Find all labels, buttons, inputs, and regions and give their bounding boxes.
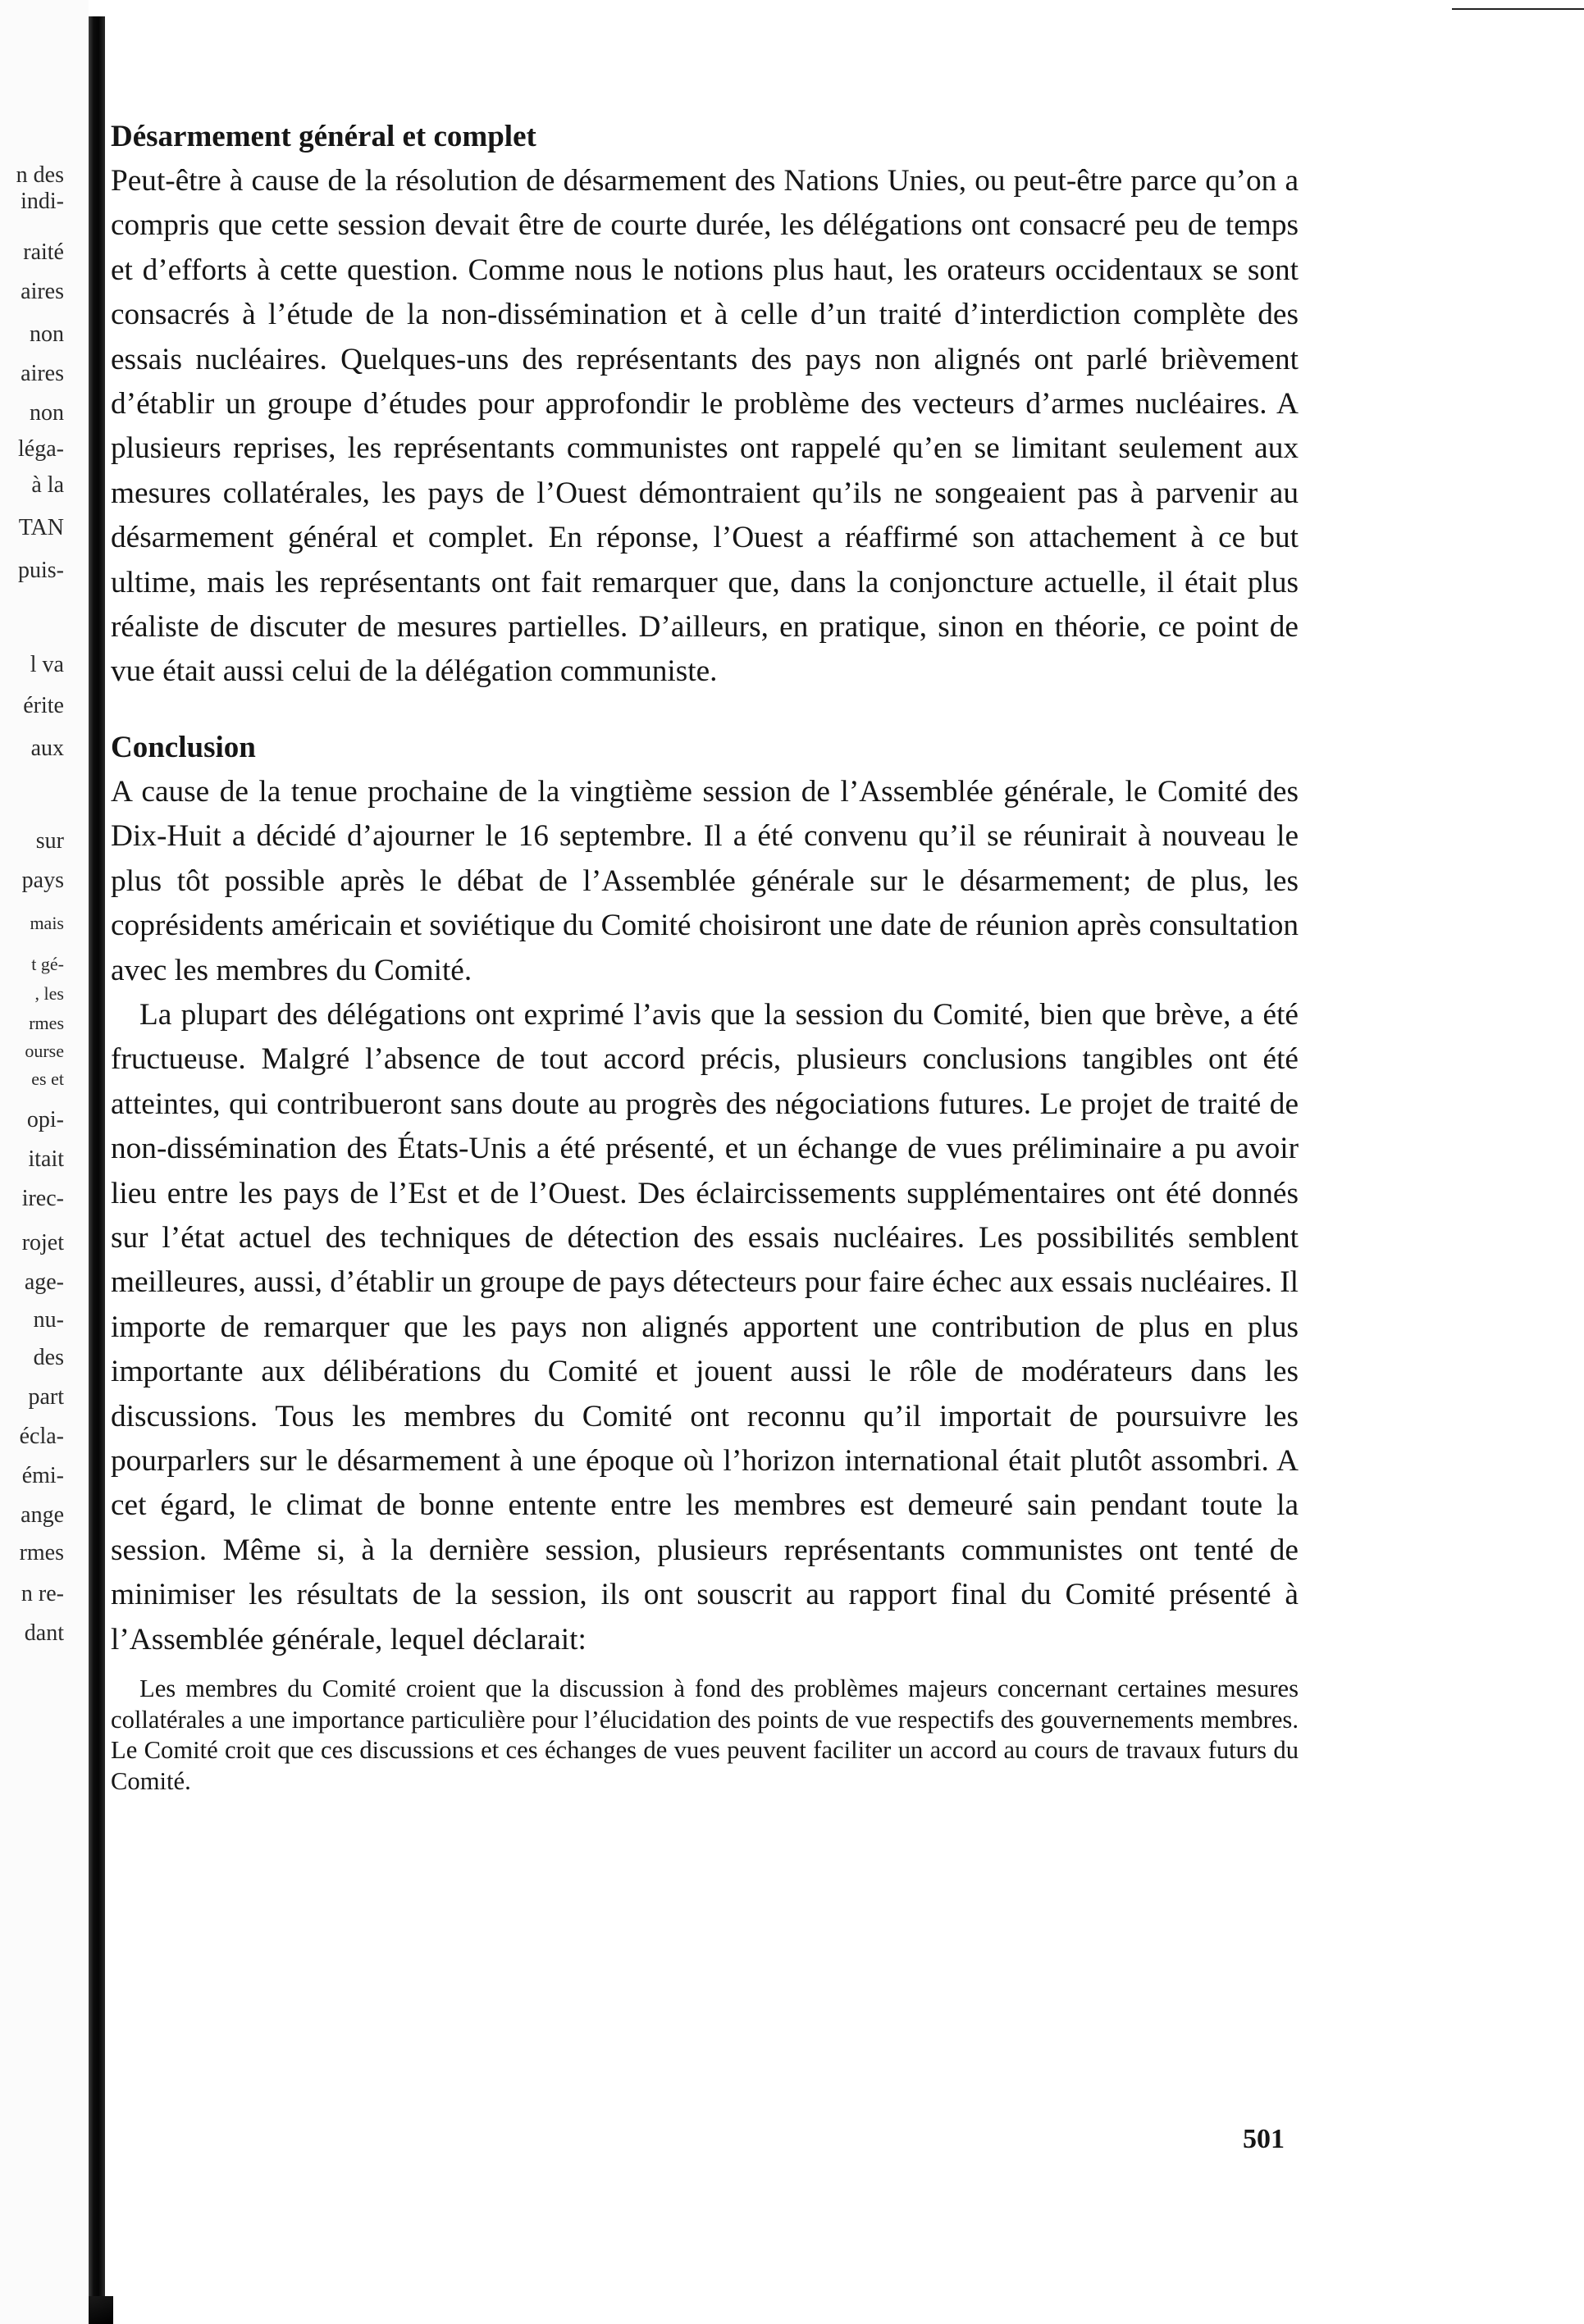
binding-gutter-foot	[89, 2296, 113, 2324]
page-edge-line	[1452, 8, 1584, 10]
margin-fragment: nu-	[33, 1307, 64, 1333]
margin-fragment: itait	[28, 1146, 64, 1172]
margin-fragment: aux	[30, 736, 64, 761]
margin-fragment: dant	[24, 1620, 64, 1646]
margin-fragment: rojet	[21, 1230, 64, 1255]
margin-fragment: à la	[31, 472, 64, 498]
margin-fragment: non	[30, 321, 64, 347]
margin-fragment: l va	[30, 652, 64, 677]
margin-fragment: puis-	[18, 558, 64, 583]
section-paragraph: La plupart des délégations ont exprimé l’avis que la session du Comité, bien que brève, a été fructueuse. Malgré l’absence de tout accord précis, plusieurs conclusions tangibles ont été atteintes, qui contribueront sans doute au progrès des négociations futures. Le projet de traité de non-dissémination des États-Unis a été présenté, et un échange de vues préliminaire a pu avoir lieu entre les pays de l’Est et de l’Ouest. Des éclaircissements supplémentaires ont été donnés sur l’état actuel des techniques de détection des essais nucléaires. Les possibilités semblent meilleures, aussi, d’établir un groupe de pays détecteurs pour faire échec aux essais nucléaires. Il importe de remarquer que les pays non alignés apportent une contribution de plus en plus importante aux délibérations du Comité et jouent aussi le rôle de modérateurs dans les discussions. Tous les membres du Comité ont reconnu qu’il importait de poursuivre les pourparlers sur le désarmement à une époque où l’horizon international était plutôt assombri. A cet égard, le climat de bonne entente entre les membres est demeuré sain pendant toute la session. Même si, à la dernière session, plusieurs représentants communistes ont tenté de minimiser les résultats de la session, ils ont souscrit au rapport final du Comité présenté à l’Assemblée générale, lequel déclarait:	[111, 997, 1299, 1656]
page-number: 501	[1243, 2124, 1285, 2154]
margin-fragment: pays	[21, 868, 64, 893]
binding-gutter	[89, 16, 105, 2313]
facing-page-margin	[0, 0, 89, 2324]
margin-fragment: part	[28, 1384, 64, 1410]
margin-fragment: indi-	[21, 189, 64, 214]
margin-fragment: léga-	[18, 436, 64, 462]
margin-fragment: opi-	[26, 1107, 64, 1132]
margin-fragment: n re-	[21, 1581, 64, 1606]
margin-fragment: es et	[31, 1069, 64, 1089]
margin-fragment: rmes	[29, 1013, 64, 1033]
page-body	[111, 115, 1299, 1797]
margin-fragment: aires	[21, 361, 64, 386]
margin-fragment: t gé-	[31, 954, 64, 974]
margin-fragment: mais	[30, 913, 64, 933]
margin-fragment: non	[30, 400, 64, 426]
section-heading-conclusion: Conclusion	[111, 730, 256, 764]
block-quote: Les membres du Comité croient que la discussion à fond des problèmes majeurs concernant certaines mesures collatérales a une importance particulière pour l’élucidation des points de vue respectifs des gouvernements membres. Le Comité croit que ces discussions et ces échanges de vues peuvent faciliter un accord au cours de travaux futurs du Comité.	[111, 1675, 1299, 1795]
margin-fragment: sur	[35, 828, 64, 854]
margin-fragment: aires	[21, 279, 64, 304]
section-paragraph: A cause de la tenue prochaine de la vingtième session de l’Assemblée générale, le Comité des Dix-Huit a décidé d’ajourner le 16 septembre. Il a été convenu qu’il se réunirait à nouveau le plus tôt possible après le débat de l’Assemblée générale sur le désarmement; de plus, les coprésidents américain et soviétique du Comité choisiront une date de réunion après consultation avec les membres du Comité.	[111, 774, 1299, 987]
margin-fragment: age-	[24, 1269, 64, 1295]
margin-fragment: émi-	[21, 1463, 64, 1488]
margin-fragment: ourse	[25, 1041, 64, 1061]
margin-fragment: rmes	[19, 1540, 64, 1565]
margin-fragment: écla-	[19, 1424, 64, 1449]
margin-fragment: irec-	[21, 1186, 64, 1211]
margin-fragment: des	[33, 1345, 64, 1370]
margin-fragment: ange	[21, 1502, 64, 1528]
margin-fragment: n des	[16, 162, 64, 188]
margin-fragment: TAN	[18, 515, 64, 540]
margin-fragment: raité	[23, 239, 64, 265]
margin-fragment: , les	[34, 983, 64, 1004]
margin-fragment: érite	[23, 693, 64, 718]
section-paragraph: Peut-être à cause de la résolution de désarmement des Nations Unies, ou peut-être parce qu’on a compris que cette session devait être de courte durée, les délégations ont consacré peu de temps et d’efforts à cette question. Comme nous le notions plus haut, les orateurs occidentaux se sont consacrés à l’étude de la non-dissémination et à celle d’un traité d’interdiction complète des essais nucléaires. Quelques-uns des représentants des pays non alignés ont parlé brièvement d’établir un groupe d’études pour approfondir le problème des vecteurs d’armes nucléaires. A plusieurs reprises, les représentants communistes ont rappelé qu’en se limitant seulement aux mesures collatérales, les pays de l’Ouest démontraient qu’ils ne songeaient pas à parvenir au désarmement général et complet. En réponse, l’Ouest a réaffirmé son attachement à ce but ultime, mais les représentants ont fait remarquer que, dans la conjoncture actuelle, il était plus réaliste de discuter de mesures partielles. D’ailleurs, en pratique, sinon en théorie, ce point de vue était aussi celui de la délégation communiste.	[111, 164, 1299, 689]
section-heading-disarmament: Désarmement général et complet	[111, 120, 536, 153]
